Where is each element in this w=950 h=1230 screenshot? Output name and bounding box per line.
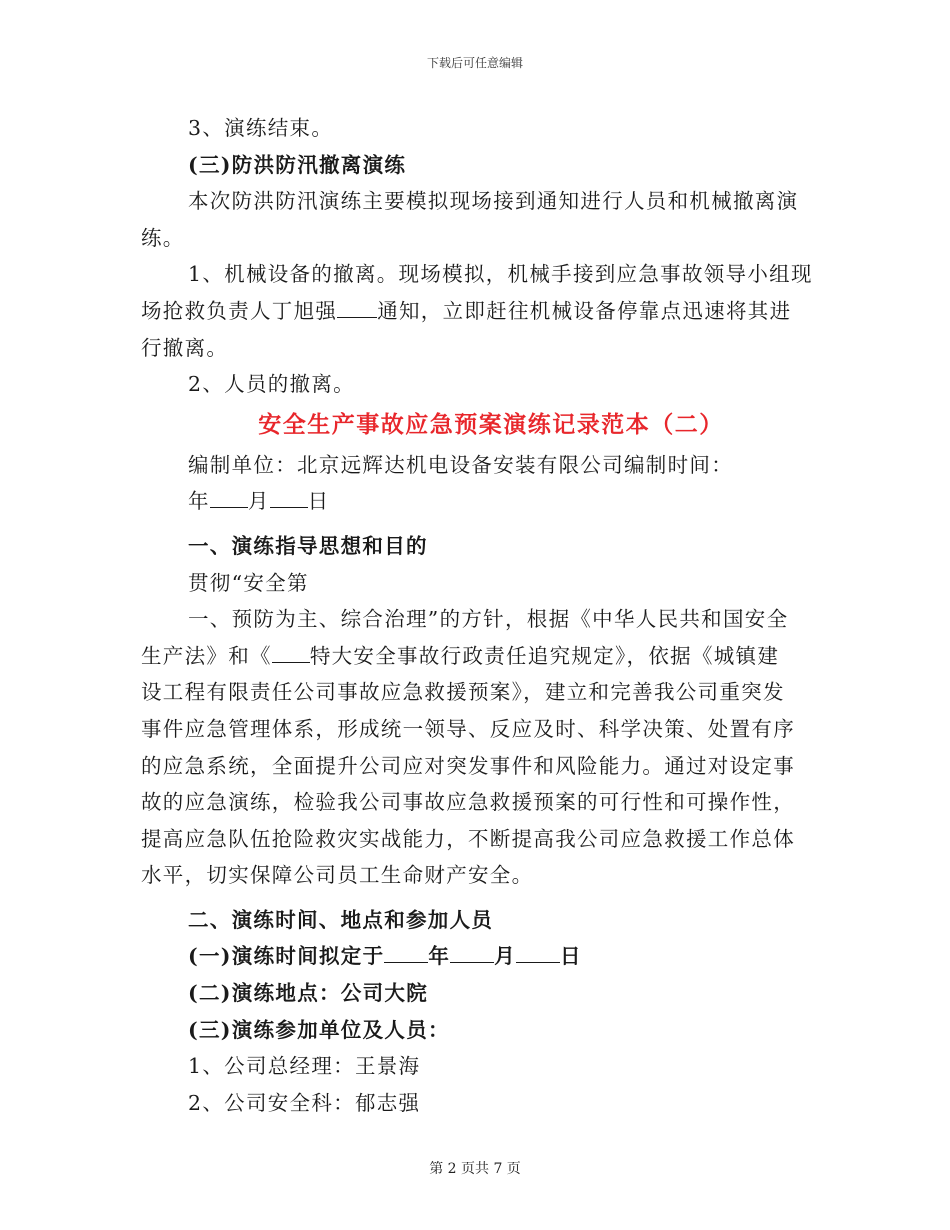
document-title: 安全生产事故应急预案演练记录范本（二）: [258, 410, 724, 438]
paragraph-line: [141, 293, 821, 330]
section-heading: (三)演练参加单位及人员：: [188, 1017, 450, 1042]
fill-blank: [516, 944, 560, 963]
text-span: 日: [560, 944, 582, 969]
paragraph-line: 设工程有限责任公司事故应急救援预案》，建立和完善我公司重突发: [141, 680, 785, 705]
paragraph-line: 事件应急管理体系，形成统一领导、反应及时、科学决策、处置有序: [141, 716, 795, 741]
paragraph-line: 故的应急演练，检验我公司事故应急救援预案的可行性和可操作性，: [141, 790, 795, 815]
fill-blank: [337, 299, 377, 318]
paragraph-line: 行撤离。: [141, 335, 229, 360]
section-heading: (二)演练地点：公司大院: [188, 981, 428, 1006]
section-heading: (三)防洪防汛撤离演练: [188, 152, 407, 177]
section-heading: 二、演练时间、地点和参加人员: [188, 907, 494, 932]
page-footer: 第 2 页共 7 页: [429, 1161, 521, 1177]
paragraph-line: 一、预防为主、综合治理”的方针，根据《中华人民共和国安全: [188, 607, 789, 632]
text-span: 年: [188, 489, 210, 514]
text-span: 月: [494, 944, 517, 969]
text-span: 通知，立即赶往机械设备停靠点迅速将其进: [377, 298, 792, 323]
paragraph-line: 贯彻“安全第: [188, 570, 309, 595]
text-span: (一)演练时间拟定于: [188, 944, 385, 969]
paragraph-line: 2、公司安全科：郁志强: [188, 1090, 421, 1115]
text-span: 生产法》和《: [141, 643, 272, 668]
paragraph-line: 练。: [141, 225, 185, 250]
paragraph-line: 编制单位：北京远辉达机电设备安装有限公司编制时间：: [188, 452, 733, 477]
document-body: [141, 110, 821, 1121]
fill-blank: [384, 944, 428, 963]
text-span: 日: [307, 489, 330, 514]
paragraph-line: [141, 638, 821, 675]
paragraph-line: 1、机械设备的撤离。现场模拟，机械手接到应急事故领导小组现: [188, 262, 813, 287]
text-span: 月: [247, 489, 270, 514]
fill-blank: [210, 489, 248, 508]
paragraph-line: 1、公司总经理：王景海: [188, 1054, 421, 1079]
text-span: 场抢救负责人丁旭强: [141, 298, 338, 323]
fill-blank: [270, 489, 308, 508]
fill-blank: [272, 644, 310, 663]
section-heading: 一、演练指导思想和目的: [188, 533, 428, 558]
fill-blank: [450, 944, 494, 963]
date-line: [141, 483, 821, 520]
paragraph-line: 提高应急队伍抢险救灾实战能力，不断提高我公司应急救援工作总体: [141, 826, 795, 851]
paragraph-line: 本次防洪防汛演练主要模拟现场接到通知进行人员和机械撤离演: [188, 189, 799, 214]
text-span: 年: [428, 944, 451, 969]
paragraph-line: 水平，切实保障公司员工生命财产安全。: [141, 863, 534, 888]
paragraph-line: 3、演练结束。: [188, 116, 334, 140]
page-header: 下载后可任意编辑: [426, 56, 523, 70]
section-heading: [141, 938, 821, 975]
paragraph-line: 2、人员的撤离。: [188, 372, 355, 397]
paragraph-line: 的应急系统，全面提升公司应对突发事件和风险能力。通过对设定事: [141, 753, 795, 778]
text-span: 特大安全事故行政责任追究规定》，依据《城镇建: [309, 643, 780, 668]
